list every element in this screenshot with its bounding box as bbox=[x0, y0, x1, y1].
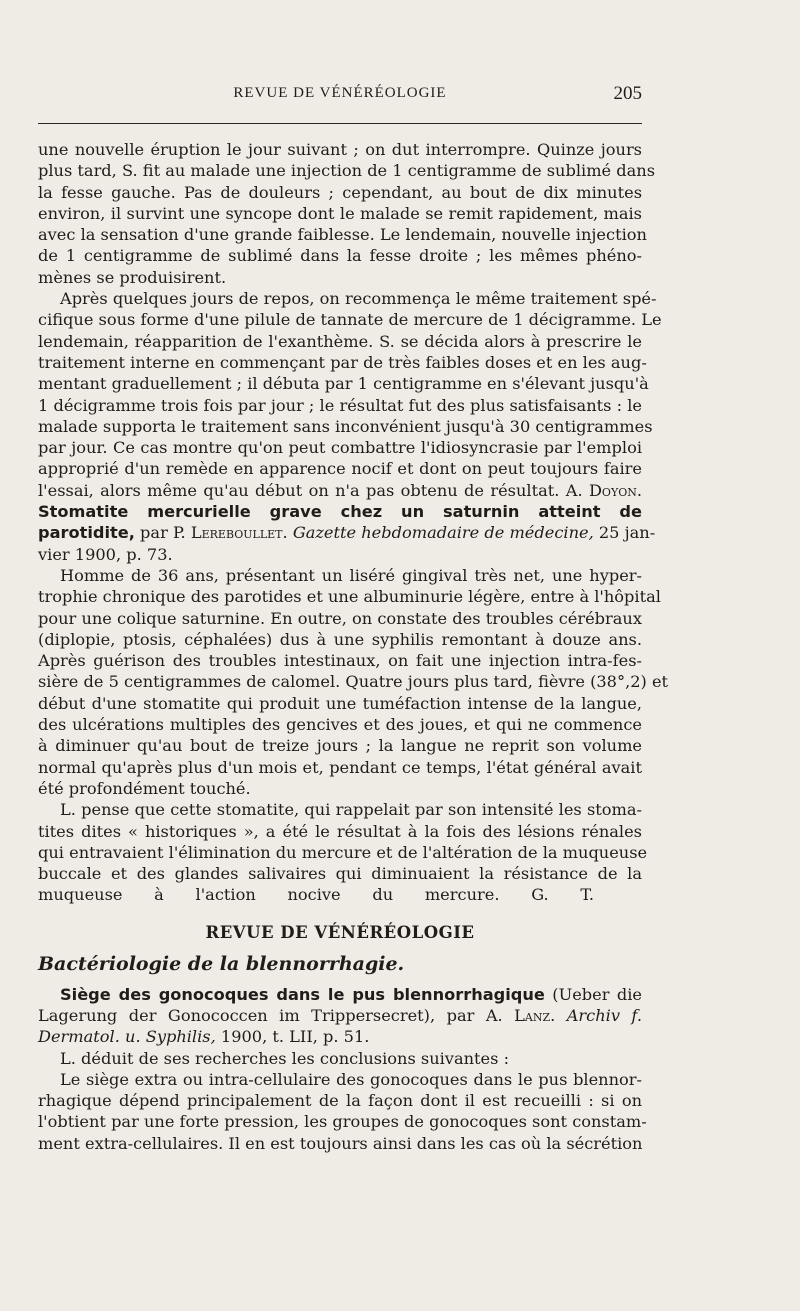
text-line: environ, il survint une syncope dont le malade se remit rapidement, mais bbox=[38, 203, 642, 223]
signature-name: Doyon. bbox=[588, 480, 642, 500]
text-line: normal qu'après plus d'un mois et, pendant ce temps, l'état général avait bbox=[38, 757, 642, 777]
text-line: la fesse gauche. Pas de douleurs ; cependant, au bout de dix minutes bbox=[38, 182, 642, 202]
article-title: Stomatite mercurielle grave chez un saturnin atteint de bbox=[38, 502, 642, 522]
text-line: pour une colique saturnine. En outre, on constate des troubles cérébraux bbox=[38, 608, 642, 628]
text-segment: l'essai, alors même qu'au début on n'a pas obtenu de résultat. bbox=[38, 480, 560, 500]
text-line: L. pense que cette stomatite, qui rappelait par son intensité les stoma- bbox=[60, 800, 642, 820]
text-line: à diminuer qu'au bout de treize jours ; la langue ne reprit son volume bbox=[38, 736, 642, 756]
text-line: tites dites « historiques », a été le résultat à la fois des lésions rénales bbox=[38, 821, 642, 841]
text-line: début d'une stomatite qui produit une tuméfaction intense de la langue, bbox=[38, 693, 642, 713]
byline: par P. bbox=[134, 523, 191, 543]
issue: 1900, t. LII, p. 51. bbox=[215, 1027, 370, 1047]
text-line: buccale et des glandes salivaires qui diminuaient la résistance de la bbox=[38, 864, 642, 884]
text-line: trophie chronique des parotides et une albuminurie légère, entre à l'hôpital bbox=[38, 587, 661, 607]
running-title: REVUE DE VÉNÉRÉOLOGIE bbox=[233, 85, 447, 101]
text-line: par jour. Ce cas montre qu'on peut combattre l'idiosyncrasie par l'emploi bbox=[38, 438, 642, 458]
signature: G. T. bbox=[531, 885, 594, 905]
text-line: vier 1900, p. 73. bbox=[38, 544, 173, 564]
signature bbox=[566, 481, 642, 500]
text-line: ment extra-cellulaires. Il en est toujours ainsi dans les cas où la sécrétion bbox=[38, 1133, 643, 1153]
text-line: Homme de 36 ans, présentant un liséré gingival très net, une hyper- bbox=[60, 565, 642, 585]
text-line: l'obtient par une forte pression, les groupes de gonocoques sont constam- bbox=[38, 1112, 647, 1132]
body-text bbox=[38, 139, 669, 1154]
article-title-cont: parotidite, bbox=[38, 523, 135, 543]
text-line: mentant graduellement ; il débuta par 1 centigramme en s'élevant jusqu'à bbox=[38, 374, 649, 394]
text-line bbox=[38, 480, 642, 501]
text-line: (diplopie, ptosis, céphalées) dus à une syphilis remontant à douze ans. bbox=[38, 629, 642, 649]
text-line: des ulcérations multiples des gencives et des joues, et qui ne commence bbox=[38, 715, 642, 735]
text-line bbox=[38, 884, 642, 905]
section-title: REVUE DE VÉNÉRÉOLOGIE bbox=[205, 922, 475, 942]
text-line: traitement interne en commençant par de très faibles doses et en les aug- bbox=[38, 352, 647, 372]
article-title: Siège des gonocoques dans le pus blennorrhagique bbox=[60, 984, 545, 1004]
text-line: mènes se produisirent. bbox=[38, 267, 227, 287]
page-number: 205 bbox=[613, 83, 642, 104]
text-line: une nouvelle éruption le jour suivant ; on dut interrompre. Quinze jours bbox=[38, 140, 642, 159]
issue: 25 jan- bbox=[593, 523, 656, 543]
text-segment: muqueuse à l'action nocive du mercure. bbox=[38, 885, 500, 905]
journal: Archiv f. bbox=[566, 1005, 642, 1025]
author: Lanz. bbox=[514, 1005, 556, 1025]
article-heading bbox=[38, 522, 656, 543]
article-heading bbox=[38, 1005, 642, 1026]
text-line: 1 décigramme trois fois par jour ; le résultat fut des plus satisfaisants : le bbox=[38, 395, 642, 415]
journal: Gazette hebdomadaire de médecine, bbox=[292, 523, 594, 543]
original-title-cont: Lagerung der Gonococcen im Trippersecret), par A. bbox=[38, 1005, 515, 1025]
text-line: sière de 5 centigrammes de calomel. Quatre jours plus tard, fièvre (38°,2) et bbox=[38, 672, 669, 692]
article-heading bbox=[38, 501, 642, 522]
text-line: approprié d'un remède en apparence nocif et dont on peut toujours faire bbox=[38, 459, 642, 479]
text-line: qui entravaient l'élimination du mercure et de l'altération de la muqueuse bbox=[38, 842, 648, 862]
text-line: lendemain, réapparition de l'exanthème. S. se décida alors à prescrire le bbox=[38, 331, 642, 351]
text-line: avec la sensation d'une grande faiblesse. Le lendemain, nouvelle injection bbox=[38, 225, 647, 245]
page-header bbox=[38, 85, 642, 111]
subsection-title: Bactériologie de la blennorrhagie. bbox=[38, 952, 405, 975]
text-line: été profondément touché. bbox=[38, 778, 251, 798]
text-line: L. déduit de ses recherches les conclusions suivantes : bbox=[60, 1048, 510, 1068]
article-heading bbox=[38, 984, 642, 1005]
text-line: de 1 centigramme de sublimé dans la fesse droite ; les mêmes phéno- bbox=[38, 246, 642, 266]
article-heading bbox=[38, 1026, 642, 1047]
text-line: Le siège extra ou intra-cellulaire des gonocoques dans le pus blennor- bbox=[60, 1069, 642, 1089]
text-line: rhagique dépend principalement de la façon dont il est recueilli : si on bbox=[38, 1091, 642, 1111]
text-line: cifique sous forme d'une pilule de tannate de mercure de 1 décigramme. Le bbox=[38, 310, 662, 330]
author: Lereboullet. bbox=[190, 523, 288, 543]
original-title: (Ueber die bbox=[544, 984, 642, 1004]
journal-cont: Dermatol. u. Syphilis, bbox=[38, 1027, 216, 1047]
header-rule bbox=[38, 123, 642, 124]
signature-initial: A. bbox=[565, 480, 589, 500]
text-line: Après guérison des troubles intestinaux, on fait une injection intra-fes- bbox=[38, 651, 642, 671]
text-line: plus tard, S. fit au malade une injection de 1 centigramme de sublimé dans bbox=[38, 161, 656, 181]
text-line: malade supporta le traitement sans inconvénient jusqu'à 30 centigrammes bbox=[38, 416, 653, 436]
text-line: Après quelques jours de repos, on recommença le même traitement spé- bbox=[60, 289, 657, 309]
